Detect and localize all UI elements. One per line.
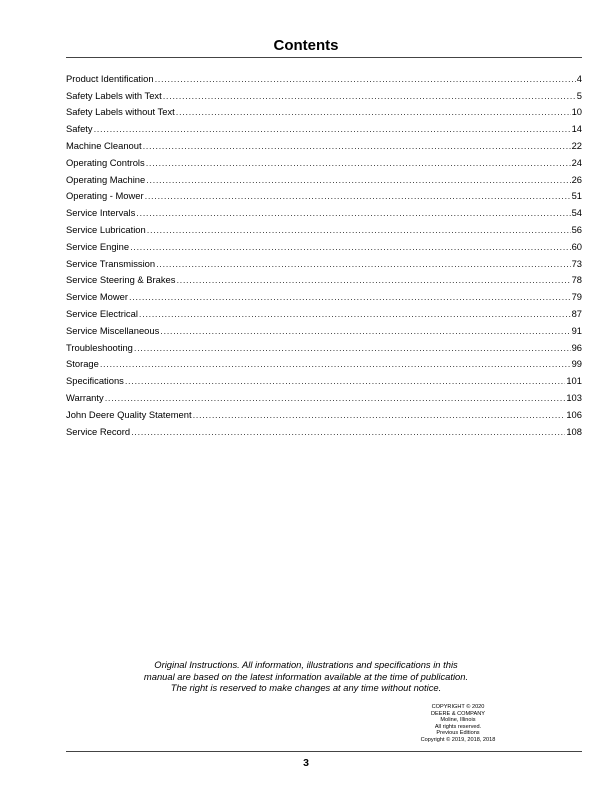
- toc-entry[interactable]: [66, 102, 582, 119]
- toc-entry-label: Operating Machine: [66, 173, 146, 185]
- toc-entry[interactable]: [66, 219, 582, 236]
- dot-leader: [156, 258, 570, 270]
- toc-entry[interactable]: [66, 303, 582, 320]
- dot-leader: [129, 291, 571, 303]
- toc-entry-page: 78: [571, 274, 582, 286]
- dot-leader: [105, 392, 566, 404]
- toc-entry[interactable]: [66, 286, 582, 303]
- toc-entry-page: 101: [566, 375, 582, 387]
- toc-entry-label: Service Electrical: [66, 307, 138, 319]
- table-of-contents: [66, 68, 582, 438]
- toc-entry-label: Operating - Mower: [66, 190, 144, 202]
- toc-entry[interactable]: [66, 253, 582, 270]
- toc-entry-page: 79: [571, 291, 582, 303]
- toc-entry[interactable]: [66, 370, 582, 387]
- dot-leader: [160, 325, 570, 337]
- toc-entry[interactable]: [66, 320, 582, 337]
- toc-entry-page: 26: [571, 173, 582, 185]
- copyright-line: Copyright © 2019, 2018, 2018: [420, 736, 496, 743]
- dot-leader: [134, 342, 571, 354]
- toc-entry-label: Storage: [66, 358, 99, 370]
- dot-leader: [145, 190, 571, 202]
- toc-entry-page: 108: [566, 425, 582, 437]
- footer-divider: [66, 751, 582, 752]
- toc-entry-label: John Deere Quality Statement: [66, 408, 192, 420]
- toc-entry-label: Operating Controls: [66, 156, 145, 168]
- dot-leader: [176, 274, 570, 286]
- dot-leader: [139, 308, 571, 320]
- toc-entry[interactable]: [66, 202, 582, 219]
- toc-entry-page: 96: [571, 341, 582, 353]
- toc-entry-page: 56: [571, 223, 582, 235]
- dot-leader: [125, 375, 566, 387]
- toc-entry[interactable]: [66, 387, 582, 404]
- dot-leader: [136, 207, 570, 219]
- dot-leader: [147, 224, 571, 236]
- toc-entry-label: Service Engine: [66, 240, 130, 252]
- toc-entry-page: 14: [571, 123, 582, 135]
- notice-line: Original Instructions. All information, illustrations and specifications in this: [154, 659, 458, 670]
- toc-entry-page: 91: [571, 324, 582, 336]
- toc-entry-page: 73: [571, 257, 582, 269]
- toc-entry[interactable]: [66, 236, 582, 253]
- dot-leader: [94, 123, 571, 135]
- dot-leader: [131, 426, 565, 438]
- toc-entry-page: 60: [571, 240, 582, 252]
- toc-entry-page: 54: [571, 207, 582, 219]
- dot-leader: [155, 73, 576, 85]
- toc-entry-page: 103: [566, 391, 582, 403]
- toc-entry-label: Service Lubrication: [66, 223, 146, 235]
- dot-leader: [146, 157, 571, 169]
- copyright-line: DEERE & COMPANY: [431, 710, 485, 717]
- toc-entry-page: 5: [576, 89, 582, 101]
- toc-entry-label: Service Transmission: [66, 257, 156, 269]
- copyright-line: Previous Editions: [436, 730, 480, 737]
- toc-entry-label: Product Identification: [66, 72, 154, 84]
- toc-entry-label: Safety: [66, 123, 93, 135]
- toc-entry[interactable]: [66, 118, 582, 135]
- toc-entry[interactable]: [66, 169, 582, 186]
- copyright-line: All rights reserved.: [434, 723, 482, 730]
- dot-leader: [143, 140, 571, 152]
- page-number: 3: [303, 757, 309, 769]
- toc-entry-page: 51: [571, 190, 582, 202]
- dot-leader: [146, 174, 570, 186]
- toc-entry[interactable]: [66, 85, 582, 102]
- toc-entry-label: Machine Cleanout: [66, 139, 142, 151]
- toc-entry-page: 87: [571, 307, 582, 319]
- toc-entry[interactable]: [66, 404, 582, 421]
- toc-entry-page: 10: [571, 106, 582, 118]
- toc-entry-page: 99: [571, 358, 582, 370]
- toc-entry[interactable]: [66, 68, 582, 85]
- dot-leader: [130, 241, 571, 253]
- toc-entry-label: Service Intervals: [66, 207, 136, 219]
- toc-entry-label: Service Steering & Brakes: [66, 274, 176, 286]
- toc-entry-page: 4: [576, 72, 582, 84]
- toc-entry[interactable]: [66, 337, 582, 354]
- dot-leader: [193, 409, 566, 421]
- toc-entry[interactable]: [66, 152, 582, 169]
- toc-entry[interactable]: [66, 354, 582, 371]
- toc-entry-page: 106: [566, 408, 582, 420]
- dot-leader: [176, 106, 571, 118]
- copyright-line: Moline, Illinois: [440, 717, 476, 724]
- copyright-block: [412, 704, 504, 744]
- title-divider: [66, 57, 582, 58]
- toc-entry-label: Warranty: [66, 391, 104, 403]
- toc-entry[interactable]: [66, 186, 582, 203]
- notice-line: The right is reserved to make changes at any time without notice.: [170, 682, 442, 693]
- publication-notice: [0, 659, 612, 694]
- toc-entry-label: Service Record: [66, 425, 131, 437]
- dot-leader: [163, 90, 576, 102]
- toc-entry[interactable]: [66, 135, 582, 152]
- dot-leader: [100, 358, 571, 370]
- toc-entry-label: Safety Labels without Text: [66, 106, 175, 118]
- toc-entry[interactable]: [66, 270, 582, 287]
- notice-line: manual are based on the latest information available at the time of publication.: [143, 670, 469, 682]
- toc-entry-label: Specifications: [66, 375, 124, 387]
- toc-entry-label: Service Mower: [66, 291, 128, 303]
- toc-entry-page: 24: [571, 156, 582, 168]
- toc-entry-label: Service Miscellaneous: [66, 324, 160, 336]
- page-title: Contents: [273, 37, 339, 54]
- toc-entry-label: Troubleshooting: [66, 341, 133, 353]
- toc-entry-page: 22: [571, 139, 582, 151]
- toc-entry-label: Safety Labels with Text: [66, 89, 162, 101]
- toc-entry[interactable]: [66, 421, 582, 438]
- copyright-line: COPYRIGHT © 2020: [431, 704, 485, 710]
